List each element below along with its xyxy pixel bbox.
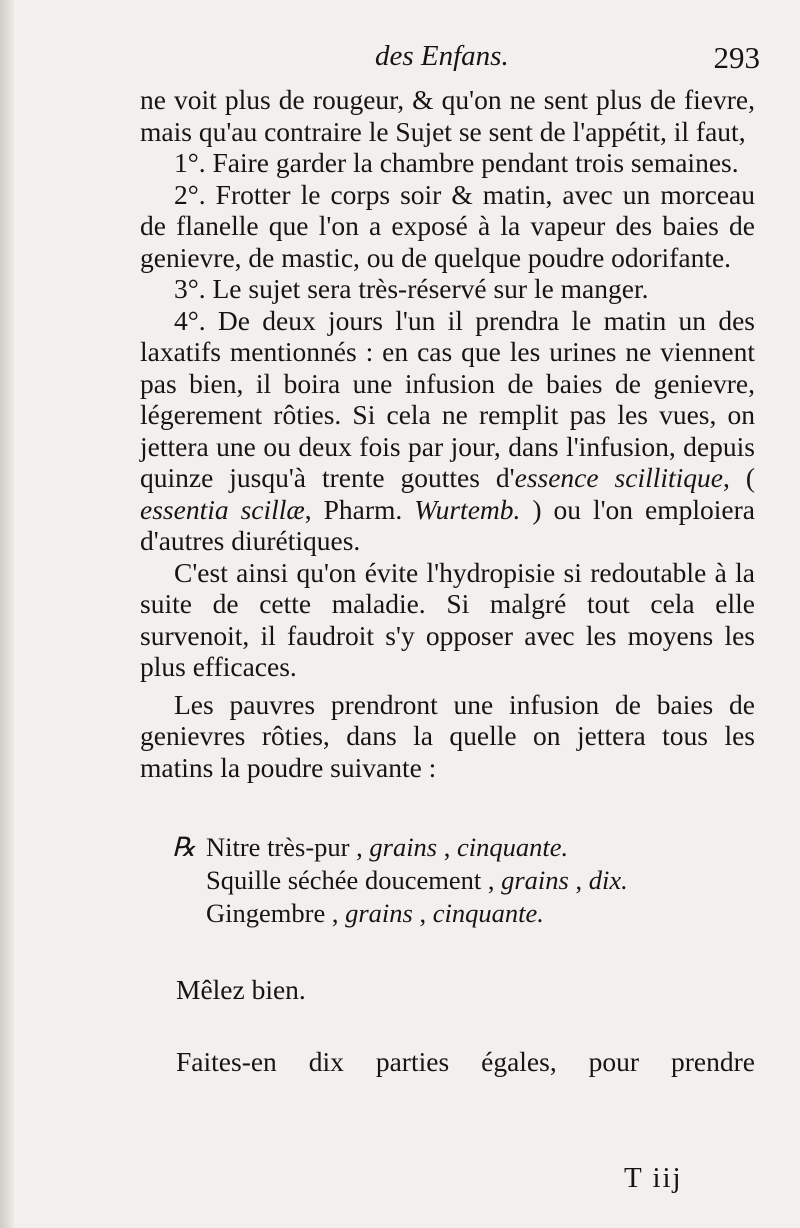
paragraph-hydropisie: C'est ainsi qu'on évite l'hydropisie si redoutable à la suite de cette maladie. Si malgré tout cela elle survenoit, il faudroit s'y opposer avec les moyens les plus efficaces. (140, 556, 755, 682)
recipe-line (172, 864, 755, 897)
paragraph-item-3: 3°. Le sujet sera très-réservé sur le manger. (174, 273, 649, 304)
recipe-block (172, 831, 755, 930)
paragraph-item-1: 1°. Faire garder la chambre pendant trois semaines. (174, 147, 739, 178)
ingredient-unit: grains (345, 898, 413, 928)
recipe-line (172, 831, 755, 864)
page-number: 293 (713, 40, 760, 75)
recipe-line (172, 897, 755, 930)
paragraph-continuation: ne voit plus de rougeur, & qu'on ne sent plus de fievre, mais qu'au contraire le Sujet se sent de l'appétit, il faut, (140, 84, 755, 147)
paragraph-item-4-mid-1: , ( (723, 462, 755, 493)
paragraph-item-2: 2°. Frotter le corps soir & matin, avec un morceau de flanelle que l'on a exposé à la vapeur des baies de genievre, de mastic, ou de quelque poudre odorifante. (140, 178, 755, 273)
paragraph-item-4-end: ) ou l'on emploiera d'autres diurétiques. (140, 493, 755, 556)
paragraph-item-4-text: 4°. De deux jours l'un il prendra le matin un des laxatifs mentionnés : en cas que les urines ne viennent pas bien, il boira une infusion de baies de genievre, légerement rôties. Si cela ne remplit pas les vues, on jettera une ou deux fois par jour, dans l'infusion, depuis quinze jusqu'à trente gouttes d' (140, 304, 755, 493)
ingredient-name: Gingembre , (206, 898, 339, 928)
italic-essentia-scillae: essentia scillæ (140, 493, 305, 525)
italic-wurtemb: Wurtemb. (414, 493, 521, 525)
ingredient-amount: dix. (588, 865, 628, 895)
recipe-line-text: Nitre très-pur , grains , cinquante. (206, 832, 569, 862)
running-head: des Enfans. (375, 40, 509, 72)
paragraph-item-4-mid-2: , Pharm. (304, 493, 415, 525)
ingredient-amount: cinquante. (457, 832, 569, 862)
paragraph-item-4 (140, 305, 755, 557)
ingredient-unit: grains (369, 832, 438, 862)
recipe-symbol-icon: ℞ (172, 832, 196, 862)
ingredient-name: Nitre très-pur , (206, 832, 363, 862)
ingredient-name: Squille séchée doucement , (206, 865, 495, 895)
signature-mark: T iij (624, 1162, 683, 1194)
recipe-line-text: Squille séchée doucement , grains , dix. (206, 865, 628, 895)
instruction-melez: Mêlez bien. (176, 974, 306, 1005)
italic-essence-scillitique: essence scillitique (514, 462, 723, 493)
recipe-line-text: Gingembre , grains , cinquante. (206, 898, 544, 928)
page-body (140, 84, 755, 1077)
page-header (140, 40, 760, 80)
page-gutter-shadow (0, 0, 14, 1228)
instruction-last-line: Faites-en dix parties égales, pour prendre (176, 1045, 755, 1077)
ingredient-unit: grains (501, 865, 569, 895)
paragraph-pauvres: Les pauvres prendront une infusion de baies de genievres rôties, dans la quelle on jettera tous les matins la poudre suivante : (140, 688, 755, 783)
ingredient-amount: cinquante. (432, 898, 544, 928)
